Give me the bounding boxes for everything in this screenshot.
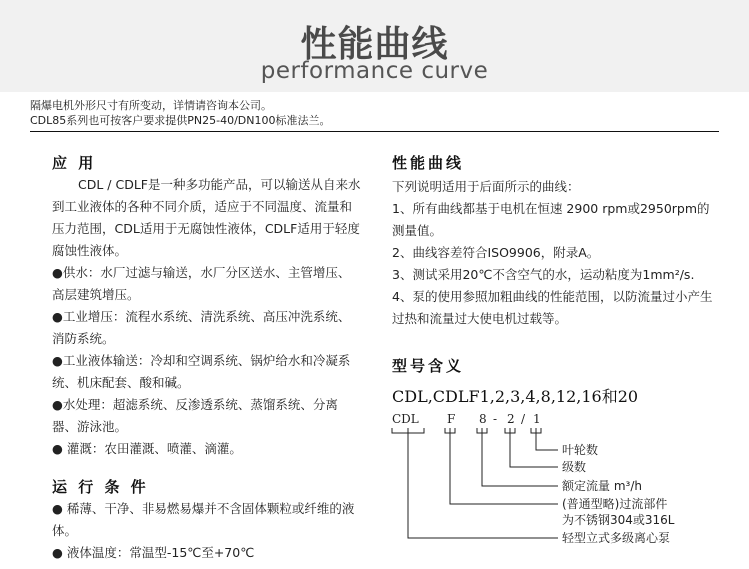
- model-series: CDL,CDLF1,2,3,4,8,12,16和20: [392, 387, 639, 406]
- curve-item: 3、测试采用20℃不含空气的水，运动粘度为1mm²/s.: [392, 267, 695, 282]
- application-item: ●水处理：超滤系统、反渗透系统、蒸馏系统、分离器、游泳池。: [52, 397, 338, 434]
- conditions-item: ● 液体温度：常温型-15℃至+70℃: [52, 545, 255, 560]
- application-item: ●工业增压：流程水系统、清洗系统、高压冲洗系统、消防系统。: [52, 309, 351, 346]
- code-connector-lines: [408, 428, 558, 538]
- page-subtitle: performance curve: [260, 58, 489, 84]
- code-f: F: [447, 412, 456, 426]
- label-material-2: 为不锈钢304或316L: [562, 513, 675, 527]
- label-material-1: (普通型略)过流部件: [562, 497, 668, 511]
- code-impellers: 1: [533, 412, 541, 426]
- application-intro: CDL / CDLF是一种多功能产品，可以输送从自来水到工业液体的各种不同介质，适应于不同温度、流量和压力范围，CDL适用于无腐蚀性液体，CDLF适用于轻度腐蚀性液体。: [52, 177, 361, 258]
- application-heading: 应 用: [52, 154, 97, 172]
- conditions-item: ● 稀薄、干净、非易燃易爆并不含固体颗粒或纤维的液体。: [52, 501, 355, 538]
- notes-block: [30, 98, 331, 128]
- note-line: CDL85系列也可按客户要求提供PN25-40/DN100标准法兰。: [30, 114, 331, 127]
- code-dash: -: [493, 412, 498, 426]
- curve-notes: [392, 176, 714, 330]
- code-stages: 2: [507, 412, 515, 426]
- divider: [30, 131, 719, 132]
- code-cdl: CDL: [392, 412, 419, 426]
- code-brackets: [392, 428, 541, 433]
- conditions-text: [52, 498, 362, 564]
- model-code-diagram: [390, 400, 720, 560]
- curve-item: 2、曲线容差符合ISO9906，附录A。: [392, 245, 600, 260]
- curve-intro: 下列说明适用于后面所示的曲线：: [392, 179, 580, 194]
- label-impellers: 叶轮数: [562, 443, 599, 457]
- application-text: [52, 174, 362, 460]
- label-pump-type: 轻型立式多级离心泵: [562, 531, 671, 545]
- code-slash: /: [521, 412, 526, 426]
- curve-heading: 性能曲线: [392, 154, 465, 172]
- label-stages: 级数: [562, 460, 587, 474]
- application-item: ●工业液体输送：冷却和空调系统、锅炉给水和冷凝系统、机床配套、酸和碱。: [52, 353, 351, 390]
- application-item: ●供水：水厂过滤与输送，水厂分区送水、主管增压、高层建筑增压。: [52, 265, 351, 302]
- model-heading: 型号含义: [392, 357, 465, 375]
- note-line: 隔爆电机外形尺寸有所变动，详情请咨询本公司。: [30, 99, 272, 112]
- page-title: 性能曲线: [300, 24, 449, 65]
- application-item: ● 灌溉：农田灌溉、喷灌、滴灌。: [52, 441, 242, 456]
- code-flow: 8: [479, 412, 487, 426]
- label-flow: 额定流量 m³/h: [562, 479, 642, 493]
- header-banner: [0, 0, 749, 92]
- conditions-heading: 运 行 条 件: [52, 478, 149, 496]
- curve-item: 1、所有曲线都基于电机在恒速 2900 rpm或2950rpm的测量值。: [392, 201, 710, 238]
- curve-item: 4、泵的使用参照加粗曲线的性能范围，以防流量过小产生过热和流量过大使电机过载等。: [392, 289, 713, 326]
